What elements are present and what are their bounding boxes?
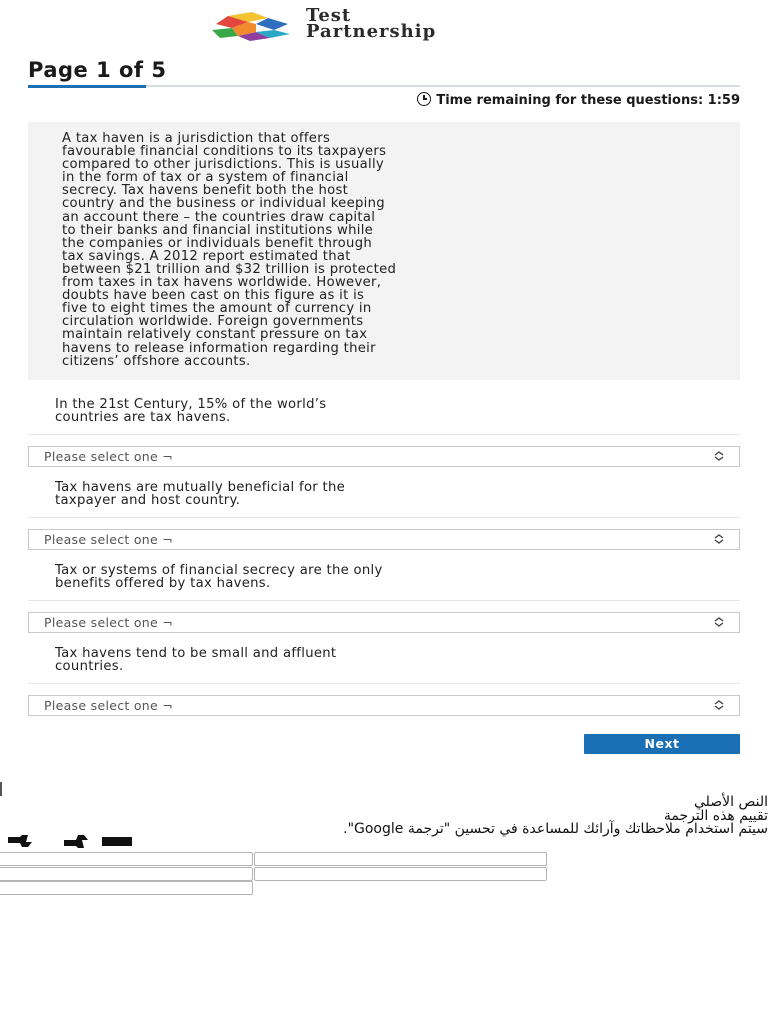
select-value: Please select one ¬: [44, 532, 174, 547]
statement-divider: [28, 517, 740, 518]
translation-option-box[interactable]: [254, 867, 547, 881]
passage-line: country and the business or individual keeping: [62, 196, 385, 212]
statement-line: countries.: [55, 659, 124, 674]
question-statement: [55, 647, 715, 673]
passage-line: A tax haven is a jurisdiction that offers: [62, 131, 331, 146]
select-value: Please select one ¬: [44, 615, 174, 630]
passage-line: from taxes in tax havens worldwide. However,: [62, 275, 382, 291]
passage-line: maintain relatively constant pressure on tax: [62, 327, 368, 343]
thumbs-rating: [6, 834, 136, 848]
answer-select-1[interactable]: [28, 446, 740, 467]
passage-line: between $21 trillion and $32 trillion is protected: [62, 261, 397, 277]
question-statement: [55, 398, 715, 424]
statement-line: Tax or systems of financial secrecy are the only: [55, 563, 383, 578]
original-text-link[interactable]: النص الأصلي: [693, 794, 768, 810]
passage-line: havens to release information regarding their: [62, 340, 376, 356]
statement-divider: [28, 434, 740, 435]
brand-name-line1: Test: [306, 5, 352, 26]
question-4: [28, 647, 740, 717]
passage-line: favourable financial conditions to its taxpayers: [62, 144, 387, 160]
title-divider-accent: [28, 85, 146, 88]
clock-icon: [417, 92, 431, 106]
passage-line: citizens’ offshore accounts.: [62, 353, 251, 369]
passage-panel: [28, 122, 740, 380]
question-statement: [55, 481, 715, 507]
translation-option-box[interactable]: [0, 852, 253, 866]
next-button[interactable]: Next: [584, 734, 740, 754]
question-1: [28, 398, 740, 468]
select-value: Please select one ¬: [44, 449, 174, 464]
statement-divider: [28, 683, 740, 684]
answer-select-3[interactable]: [28, 612, 740, 633]
passage-text: [62, 132, 712, 368]
rate-translation-label: تقييم هذه الترجمة: [663, 808, 768, 824]
statement-line: Tax havens are mutually beneficial for the: [55, 480, 346, 495]
question-2: [28, 481, 740, 551]
statement-line: In the 21st Century, 15% of the world’s: [55, 397, 327, 412]
answer-select-2[interactable]: [28, 529, 740, 550]
passage-line: compared to other jurisdictions. This is usually: [62, 157, 385, 173]
passage-line: doubts have been cast on this figure as it is: [62, 288, 365, 304]
logo-mark-icon: [208, 10, 296, 42]
up-down-chevron-icon: [713, 616, 725, 628]
feedback-text: سيتم استخدام ملاحظاتك وآرائك للمساعدة في تحسين "ترجمة Google".: [343, 821, 768, 837]
page-title: Page 1 of 5: [28, 58, 167, 82]
answer-select-4[interactable]: [28, 695, 740, 716]
statement-line: taxpayer and host country.: [55, 493, 241, 508]
passage-line: the companies or individuals benefit through: [62, 235, 373, 251]
translation-option-box[interactable]: [254, 852, 547, 866]
passage-line: secrecy. Tax havens benefit both the host: [62, 183, 349, 199]
select-value: Please select one ¬: [44, 698, 174, 713]
up-down-chevron-icon: [713, 450, 725, 462]
translation-option-box[interactable]: [0, 867, 253, 881]
timer-text: Time remaining for these questions: 1:59: [436, 93, 740, 108]
question-statement: [55, 564, 715, 590]
test-partnership-logo: [208, 5, 568, 46]
passage-line: an account there – the countries draw capital: [62, 209, 376, 225]
thumbs-up-icon[interactable]: [64, 835, 88, 848]
translation-option-box[interactable]: [0, 881, 253, 895]
statement-line: benefits offered by tax havens.: [55, 576, 271, 591]
passage-line: tax savings. A 2012 report estimated that: [62, 248, 351, 264]
brand-name-line2: Partnership: [306, 21, 437, 42]
question-3: [28, 564, 740, 634]
up-down-chevron-icon: [713, 699, 725, 711]
statement-divider: [28, 600, 740, 601]
thumbs-down-icon[interactable]: [8, 835, 32, 847]
passage-line: five to eight times the amount of currency in: [62, 301, 372, 317]
statement-line: countries are tax havens.: [55, 410, 231, 425]
passage-line: to their banks and financial institutions while: [62, 222, 374, 238]
up-down-chevron-icon: [713, 533, 725, 545]
statement-line: Tax havens tend to be small and affluent: [55, 646, 337, 661]
text-cursor: [0, 782, 2, 796]
brand-name: [306, 5, 437, 42]
passage-line: in the form of tax or a system of financial: [62, 170, 349, 186]
passage-line: circulation worldwide. Foreign governments: [62, 314, 364, 330]
timer: [417, 92, 740, 108]
